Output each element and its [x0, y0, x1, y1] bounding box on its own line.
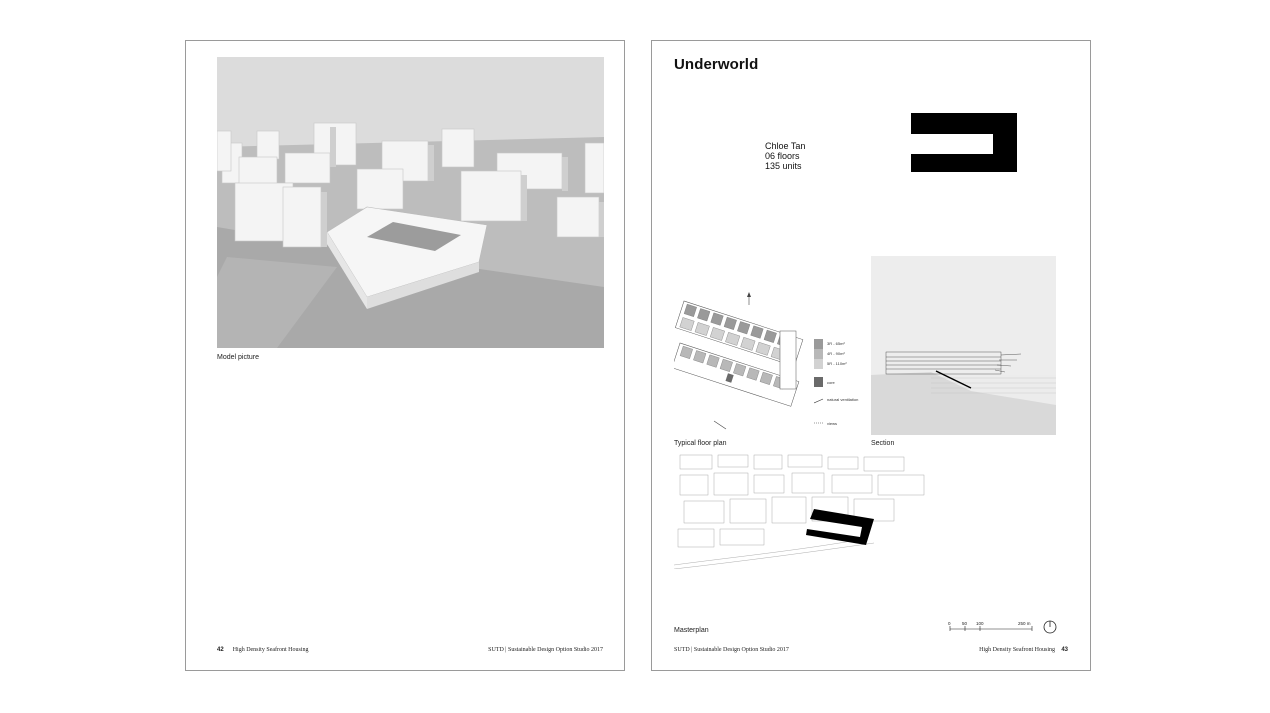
right-footer [1061, 647, 1068, 653]
scale-tick-0: 0 [948, 621, 951, 626]
left-footer [217, 647, 309, 653]
right-course-label: SUTD | Sustainable Design Option Studio 2017 [674, 647, 789, 653]
legend-swatch-3r [814, 339, 823, 349]
author-name: Chloe Tan [765, 141, 806, 151]
project-info [765, 141, 805, 171]
building-footprint-icon [911, 113, 1017, 172]
legend-label-4r: 4R - 90m² [827, 351, 845, 356]
running-title: High Density Seafront Housing [232, 647, 309, 653]
scale-tick-250: 250 m [1018, 621, 1031, 626]
left-page [185, 40, 625, 671]
scale-tick-100: 100 [976, 621, 984, 626]
left-course-label: SUTD | Sustainable Design Option Studio 2017 [488, 647, 603, 653]
page-number: 43 [1061, 647, 1068, 653]
section-drawing [871, 256, 1056, 435]
legend-swatch-4r [814, 349, 823, 359]
floor-plan-caption: Typical floor plan [674, 440, 727, 447]
north-arrow-icon [1043, 620, 1057, 634]
legend-label-ventilation: natural ventilation [827, 397, 859, 402]
masterplan-caption: Masterplan [674, 627, 709, 634]
scale-tick-50: 50 [962, 621, 968, 626]
model-caption: Model picture [217, 354, 260, 361]
masterplan-drawing [674, 453, 934, 569]
ventilation-arrow-icon [814, 399, 823, 403]
model-photo [217, 57, 604, 348]
legend-label-3r: 3R - 65m² [827, 341, 845, 346]
page-number: 42 [217, 647, 224, 653]
legend-swatch-5r [814, 359, 823, 369]
scale-bar [948, 619, 1038, 635]
legend-label-5r: 5R - 110m² [827, 361, 847, 366]
floor-count: 06 floors [765, 151, 800, 161]
right-page [651, 40, 1091, 671]
section-caption: Section [871, 440, 895, 447]
unit-count: 135 units [765, 161, 802, 171]
right-running-title: High Density Seafront Housing [979, 647, 1055, 653]
legend-swatch-core [814, 377, 823, 387]
page-title: Underworld [674, 56, 759, 73]
legend-label-views: views [827, 421, 838, 426]
plan-legend [814, 339, 874, 435]
legend-label-core: core [827, 380, 835, 385]
